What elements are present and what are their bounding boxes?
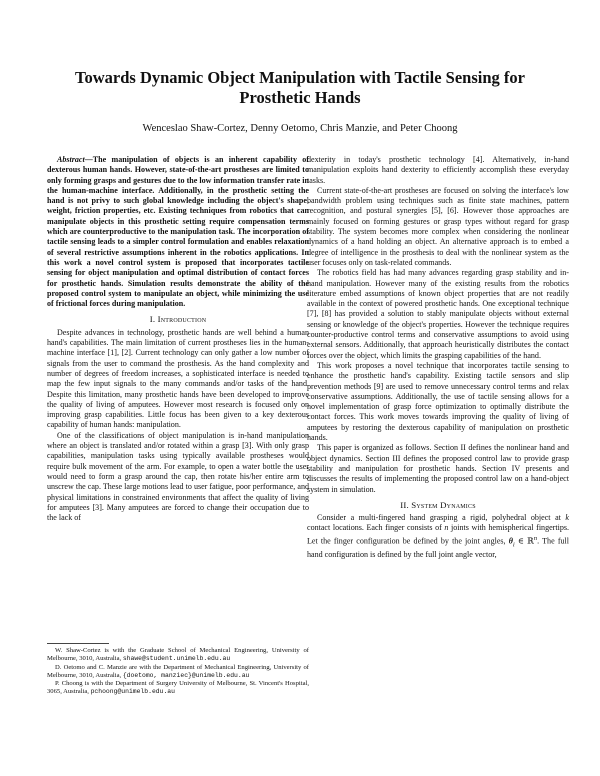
section-heading-introduction: I. Introduction <box>149 314 207 325</box>
email: shawe@student.unimelb.edu.au <box>122 655 231 663</box>
paragraph: This work proposes a novel technique that incorporates tactile sensing to enhance the prosthetic hand's capability. Existing tactile sensors and slip prevention methods [9] are used to remove unnecessary control terms and relax conservative assumptions. Additionally, the use of tactile sensing allows for a novel implementation of grasp force optimization to optimally distribute the contact forces. This work moves towards improving the quality of living of amputees by restoring the dexterous capability of manipulation on prosthetic hands. <box>307 360 569 443</box>
abstract <box>47 155 309 309</box>
paragraph: dexterity in today's prosthetic technology [4]. Alternatively, in-hand manipulation exploits hand dexterity to efficiently accomplish these everyday tasks. <box>307 155 569 185</box>
footnote-rule <box>47 643 109 644</box>
paragraph: Despite advances in technology, prosthetic hands are well behind a human hand's capabilities. The main limitation of current prostheses lies in the human-machine interface [1], [2]. Current technology can only gather a low number of signals from the user to command the prosthesis. As the hand complexity and number of degrees of freedom increases, a sophisticated interface is needed to map the few input signals to the many commands and/or tasks of the hand. Despite this limitation, many prosthetic hands have been developed to improve the quality of living of amputees. However most research is focused only on improving grasp capabilities. Little focus has been given to a key dexterous capability of human hands: manipulation. <box>47 327 309 430</box>
paper-title: Towards Dynamic Object Manipulation with Tactile Sensing for Prosthetic Hands <box>75 68 525 107</box>
paragraph: This paper is organized as follows. Section II defines the nonlinear hand and object dynamics. Section III defines the proposed control law to provide grasp stability and manipulation for prosthetic hands. Section IV presents and discusses the results of implementing the proposed control law on a hand-object system in simulation. <box>307 443 569 494</box>
paragraph: The robotics field has had many advances regarding grasp stability and in-hand manipulation. However many of the existing results from the robotics literature embed assumptions of known object properties that are not readily available in the context of powered prosthetic hands. One exceptional technique [7], [8] has provided a solution to stably manipulate objects without external sensing or knowledge of the object's properties. However the technique requires counter-productive control terms and conservative assumptions to avoid using external sensors. Additionally, that approach heuristically distributes the contact forces over the object, which limits the grasping capabilities of the hand. <box>307 268 569 360</box>
email: {doetomo, manziec}@unimelb.edu.au <box>122 671 250 679</box>
paragraph: One of the classifications of object manipulation is in-hand manipulation where an object is translated and/or rotated within a grasp [3]. With only grasp capabilities, manipulation tasks using typically available prostheses would require bulk movement of the arm. For example, to open a water bottle the user would need to form a grasp around the cap, then rotate his/her entire arm to unscrew the cap. These large motions lead to user fatigue, poor performance, and physical limitations in constrained environments that affect the quality of living for amputees [3]. Many amputees are forced to change their occupation due to the lack of <box>47 430 309 523</box>
footnote: W. Shaw-Cortez is with the Graduate School of Mechanical Engineering, University of Melbourne, 3010, Australia, shawe@student.unimelb.edu.au <box>47 647 309 663</box>
footnotes <box>47 647 309 697</box>
footnote: D. Oetomo and C. Manzie are with the Department of Mechanical Engineering, University of Melbourne, 3010, Australia, {doetomo, manziec}@unimelb.edu.au <box>47 663 309 679</box>
right-column <box>307 155 569 561</box>
section-heading-system-dynamics: II. System Dynamics <box>400 499 476 510</box>
abstract-label: Abstract— <box>57 155 93 164</box>
paragraph: Consider a multi-fingered hand grasping a rigid, polyhedral object at k contact locations. Each finger consists of n joints with hemispherical fingertips. Let the finger configuration be defined by the joint angles, $\theta_i$ ∈ ℝ$^n$. The full hand configuration is defined by the full joint angle vector, <box>307 513 569 560</box>
email: pchoong@unimelb.edu.au <box>90 688 175 696</box>
footnote: P. Choong is with the Department of Surgery University of Melbourne, St. Vincent's Hospital, 3065, Australia, pchoong@unimelb.edu.au <box>47 680 309 696</box>
left-column <box>47 155 309 523</box>
author-list: Wenceslao Shaw-Cortez, Denny Oetomo, Chris Manzie, and Peter Choong <box>142 123 458 134</box>
paragraph: Current state-of-the-art prostheses are focused on solving the interface's low bandwidth problem using techniques such as finite state machines, pattern recognition, and postural synergies [5], [6]. However those approaches are mainly focused on forming gestures or grasp types without regard for grasp stability. The system becomes more complex when considering the nonlinear dynamics of a hand holding an object. An alternative approach is to embed a degree of intelligence in the prosthesis to deal with the nonlinear system as the user focuses only on task-related commands. <box>307 185 569 267</box>
abstract-text: The manipulation of objects is an inherent capability of dexterous human hands. However, state-of-the-art prostheses are limited to only forming grasps and gestures due to the low information transfer rate in the human-machine interface. Additionally, in the prosthetic setting the hand is not privy to such global knowledge including the object's shape, weight, friction properties, etc. Existing techniques from robotics that can manipulate objects in this prosthetic setting require compensation terms which are counterproductive to the manipulation task. The incorporation of tactile sensing leads to a simpler control formulation and enables relaxation of several restrictive assumptions inherent in the robotics applications. In this work a novel control system is proposed that incorporates tactile sensing for object manipulation and optimal distribution of contact forces for prosthetic hands. Simulation results demonstrate the ability of the proposed control system to manipulate an object, while minimizing the use of frictional forces during manipulation. <box>47 155 309 309</box>
